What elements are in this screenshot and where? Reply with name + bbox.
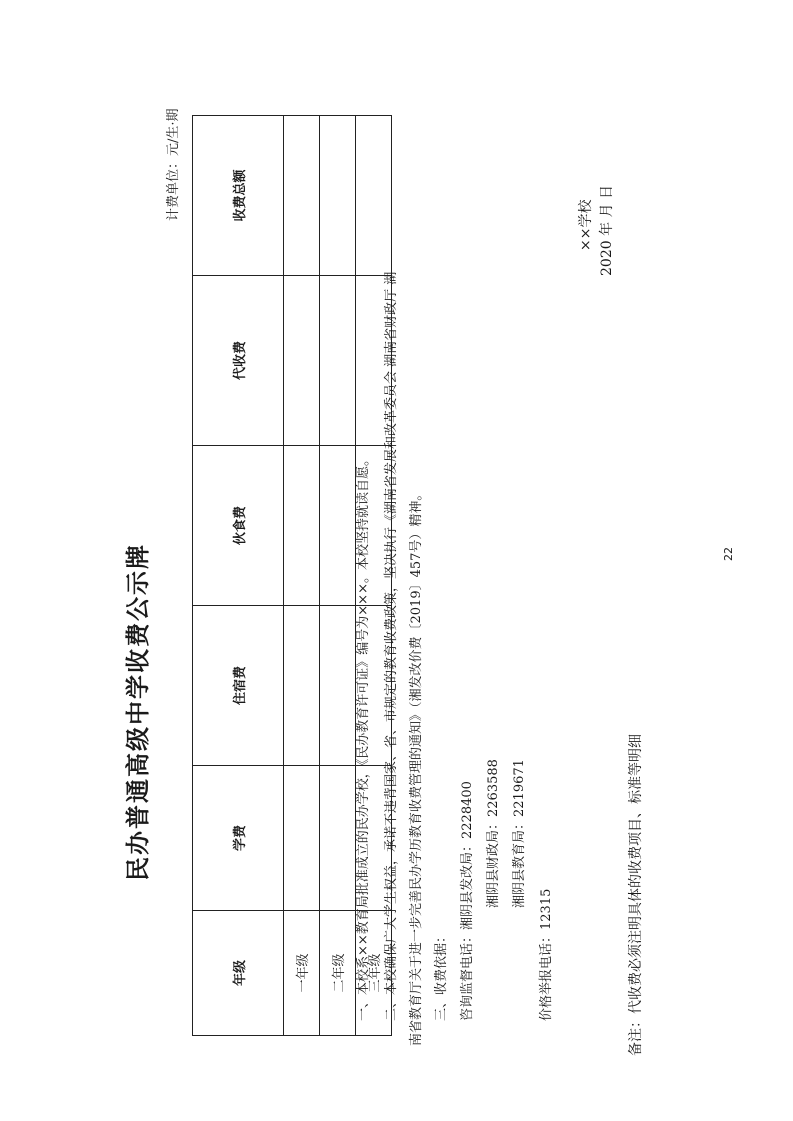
grade-cell: 三年级 [356,911,392,1036]
header-accommodation: 住宿费 [193,606,284,766]
note-line-4: 三、收费依据： [434,929,449,1021]
accommodation-cell [320,606,356,766]
total-cell [320,116,356,276]
finance-bureau-phone: 湘阴县财政局：2263588 [486,759,501,908]
table-header-row [193,116,284,1036]
grade-cell: 二年级 [320,911,356,1036]
price-report-phone: 价格举报电话：12315 [539,888,554,1021]
collected-fees-cell [284,276,320,446]
page-title: 民办普通高级中学收费公示牌 [123,543,152,881]
meal-cell [320,446,356,606]
tuition-cell [320,766,356,911]
header-meal: 伙食费 [193,446,284,606]
table-row [284,116,320,1036]
supervision-phone: 咨询监督电话：湘阴县发改局：2228400 [460,781,475,1021]
remark: 备注：代收费必须注明具体的收费项目、标准等明细 [628,734,644,1056]
header-tuition: 学费 [193,766,284,911]
note-line-3: 南省教育厅关于进一步完善民办学历教育收费管理的通知》（湘发改价费〔2019〕457号）精神。 [409,487,424,1046]
note-line-2: 二、本校确保广大学生权益，承诺不违背国家、省、市规定的教育收费政策，坚决执行《湖南省发展和改革委员会 湖南省财政厅 湖 [384,271,399,1021]
header-grade: 年级 [193,911,284,1036]
accommodation-cell [284,606,320,766]
header-collected-fees: 代收费 [193,276,284,446]
header-total: 收费总额 [193,116,284,276]
page-number: 22 [722,547,735,561]
education-bureau-phone: 湘阴县教育局：2219671 [512,759,527,908]
total-cell [356,116,392,276]
total-cell [284,116,320,276]
tuition-cell [284,766,320,911]
signature-date: 2020 年 月 日 [599,185,615,276]
meal-cell [284,446,320,606]
table-row [320,116,356,1036]
fee-unit: 计费单位：元/生·期 [166,108,181,221]
grade-cell: 一年级 [284,911,320,1036]
school-signature: ××学校 [578,199,594,251]
note-line-1: 一、本校系××教育局批准成立的民办学校，《民办教育许可证》编号为×××。本校坚持就读自愿。 [356,453,371,1021]
collected-fees-cell [320,276,356,446]
